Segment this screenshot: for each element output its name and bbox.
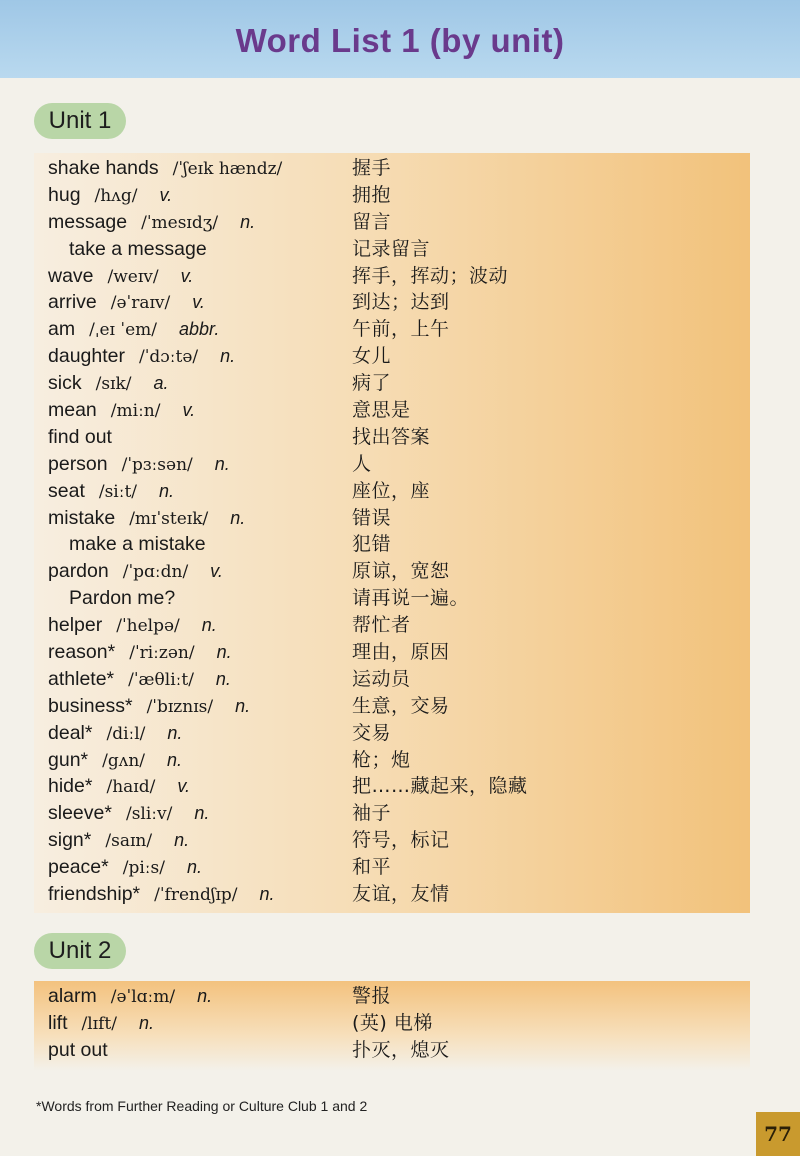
word-meaning: 意思是 — [352, 399, 411, 422]
word-phonetic: /weɪv/ — [107, 266, 159, 287]
word-part-of-speech: a. — [153, 373, 169, 394]
word-entry — [48, 693, 738, 720]
word-entry — [48, 585, 738, 612]
word-meaning: 女儿 — [352, 345, 392, 368]
word-meaning: 座位，座 — [352, 479, 431, 502]
word-entry — [48, 612, 738, 639]
word-meaning: 扑灭，熄灭 — [352, 1038, 450, 1061]
word-phonetic: /ˈpɑːdn/ — [122, 562, 189, 583]
word-entry — [48, 531, 738, 558]
word-part-of-speech: n. — [197, 986, 213, 1006]
word-term: peace* — [48, 856, 109, 879]
word-term: gun* — [48, 748, 89, 771]
word-entry — [48, 666, 738, 693]
word-phonetic: /ˈʃeɪk hændz/ — [172, 159, 283, 179]
word-line — [48, 983, 212, 1011]
word-line — [48, 881, 275, 909]
word-part-of-speech: n. — [159, 480, 175, 501]
word-entry — [48, 827, 738, 854]
word-entry — [48, 800, 738, 827]
word-meaning: 犯错 — [352, 533, 392, 556]
word-part-of-speech: v. — [180, 265, 194, 286]
word-meaning: 和平 — [352, 856, 392, 879]
word-meaning: 留言 — [352, 210, 392, 233]
word-meaning: 午前，上午 — [352, 318, 450, 341]
word-term: arrive — [48, 291, 97, 314]
unit-1-label: Unit 1 — [34, 103, 126, 139]
word-meaning: 把……藏起来，隐藏 — [352, 775, 528, 798]
word-line — [48, 505, 245, 533]
word-phonetic: /siːt/ — [98, 481, 138, 502]
word-entry — [48, 424, 738, 451]
word-entry — [48, 773, 738, 800]
word-line — [48, 800, 209, 828]
word-meaning: 找出答案 — [352, 425, 431, 448]
word-line — [48, 424, 112, 451]
word-term: pardon — [48, 560, 109, 583]
word-term: Pardon me? — [69, 587, 176, 610]
word-phonetic: /ˈriːzən/ — [129, 643, 195, 664]
word-meaning: (英) 电梯 — [352, 1011, 433, 1034]
word-term: reason* — [48, 641, 116, 664]
word-line — [48, 773, 190, 801]
word-part-of-speech: abbr. — [178, 319, 220, 340]
word-term: lift — [48, 1011, 68, 1034]
word-phonetic: /ˈdɔːtə/ — [138, 347, 199, 368]
word-line — [48, 1037, 108, 1064]
word-term: sleeve* — [48, 802, 112, 825]
word-line — [48, 316, 219, 344]
unit-1-word-list — [48, 155, 738, 908]
word-line — [48, 693, 250, 721]
word-term: daughter — [48, 345, 125, 368]
word-part-of-speech: n. — [215, 668, 231, 689]
word-entry — [48, 983, 738, 1010]
word-phonetic: /ˈhelpə/ — [116, 616, 180, 637]
word-line — [48, 747, 182, 775]
word-term: hug — [48, 183, 81, 206]
word-term: make a mistake — [69, 533, 206, 556]
word-line — [48, 343, 235, 371]
word-entry — [48, 1010, 738, 1037]
word-part-of-speech: n. — [214, 453, 230, 474]
word-meaning: 符号，标记 — [352, 829, 450, 852]
word-term: athlete* — [48, 667, 115, 690]
word-part-of-speech: v. — [192, 292, 205, 313]
word-phonetic: /ˈpɜːsən/ — [121, 454, 193, 475]
word-phonetic: /ˌeɪ ˈem/ — [89, 320, 157, 341]
word-entry — [48, 478, 738, 505]
word-meaning: 拥抱 — [352, 183, 392, 206]
word-part-of-speech: n. — [259, 884, 275, 905]
word-line — [48, 397, 195, 425]
word-line — [48, 370, 169, 398]
word-meaning: 袖子 — [352, 802, 392, 825]
word-term: helper — [48, 614, 103, 637]
word-phonetic: /ˈbɪznɪs/ — [146, 696, 214, 717]
word-part-of-speech: n. — [230, 507, 246, 528]
word-part-of-speech: v. — [177, 776, 190, 797]
word-entry — [48, 182, 738, 209]
page-title: Word List 1 (by unit) — [235, 22, 565, 59]
word-line — [48, 558, 223, 586]
word-phonetic: /diːl/ — [106, 723, 146, 744]
word-line — [48, 263, 193, 291]
word-entry — [48, 720, 738, 747]
word-phonetic: /lɪft/ — [81, 1013, 117, 1034]
word-meaning: 握手 — [352, 157, 392, 179]
word-line — [48, 612, 217, 640]
word-line — [48, 478, 174, 506]
word-phonetic: /ˈæθliːt/ — [128, 669, 194, 690]
word-term: seat — [48, 479, 85, 502]
word-entry — [48, 1037, 738, 1064]
word-phonetic: /hʌg/ — [94, 185, 138, 206]
word-line — [48, 289, 205, 317]
word-part-of-speech: n. — [186, 857, 202, 878]
word-phonetic: /sɪk/ — [95, 374, 132, 395]
word-term: mean — [48, 399, 97, 422]
word-phonetic: /haɪd/ — [106, 777, 156, 798]
word-term: mistake — [48, 506, 116, 529]
word-entry — [48, 343, 738, 370]
word-part-of-speech: n. — [138, 1012, 154, 1033]
word-part-of-speech: n. — [240, 211, 256, 232]
word-meaning: 人 — [352, 452, 372, 475]
word-line — [69, 236, 207, 263]
word-entry — [48, 854, 738, 881]
word-part-of-speech: v. — [182, 400, 196, 421]
word-part-of-speech: n. — [216, 642, 232, 663]
word-term: shake hands — [48, 157, 159, 179]
word-phonetic: /sliːv/ — [125, 804, 173, 825]
word-line — [48, 854, 202, 882]
word-meaning: 请再说一遍。 — [352, 587, 470, 610]
word-meaning: 枪；炮 — [352, 748, 411, 771]
word-entry — [48, 505, 738, 532]
word-meaning: 病了 — [352, 372, 392, 395]
word-meaning: 理由，原因 — [352, 641, 450, 664]
unit-2-word-list — [48, 983, 738, 1064]
word-term: deal* — [48, 721, 93, 744]
word-phonetic: /əˈraɪv/ — [110, 293, 171, 314]
word-entry — [48, 747, 738, 774]
word-line — [48, 827, 189, 855]
word-meaning: 到达；达到 — [352, 291, 450, 314]
word-line — [69, 531, 206, 558]
word-term: sick — [48, 372, 82, 395]
word-term: wave — [48, 264, 94, 287]
word-meaning: 记录留言 — [352, 237, 431, 260]
footnote: *Words from Further Reading or Culture Club 1 and 2 — [36, 1098, 368, 1114]
unit-2-label: Unit 2 — [34, 933, 126, 969]
word-meaning: 生意，交易 — [352, 694, 450, 717]
word-entry — [48, 451, 738, 478]
page-number: 77 — [756, 1112, 800, 1156]
word-entry — [48, 639, 738, 666]
word-line — [69, 585, 175, 612]
word-entry — [48, 397, 738, 424]
word-term: find out — [48, 425, 112, 448]
word-term: friendship* — [48, 883, 141, 906]
word-phonetic: /ˈmesɪdʒ/ — [141, 212, 219, 233]
word-meaning: 原谅，宽恕 — [352, 560, 450, 583]
unit-2-word-panel — [34, 981, 750, 1071]
word-phonetic: /mɪˈsteɪk/ — [129, 508, 209, 529]
word-line — [48, 451, 230, 479]
word-entry — [48, 370, 738, 397]
word-meaning: 友谊，友情 — [352, 883, 450, 906]
word-term: alarm — [48, 985, 97, 1007]
word-part-of-speech: n. — [174, 830, 190, 851]
word-line — [48, 720, 182, 748]
word-entry — [48, 316, 738, 343]
word-line — [48, 639, 232, 667]
word-entry — [48, 155, 738, 182]
word-line — [48, 209, 255, 237]
word-phonetic: /ˈfrendʃɪp/ — [154, 885, 238, 906]
word-term: message — [48, 210, 128, 233]
word-meaning: 运动员 — [352, 667, 411, 690]
word-phonetic: /gʌn/ — [102, 750, 146, 771]
word-phonetic: /piːs/ — [122, 858, 165, 879]
word-meaning: 错误 — [352, 506, 392, 529]
word-term: business* — [48, 694, 133, 717]
word-part-of-speech: n. — [167, 749, 183, 770]
word-entry — [48, 236, 738, 263]
word-part-of-speech: n. — [167, 722, 183, 743]
unit-1-word-panel — [34, 153, 750, 913]
word-meaning: 交易 — [352, 721, 392, 744]
word-term: sign* — [48, 829, 92, 852]
word-term: take a message — [69, 237, 207, 260]
word-part-of-speech: n. — [201, 615, 217, 636]
word-entry — [48, 263, 738, 290]
word-phonetic: /miːn/ — [110, 401, 161, 422]
word-part-of-speech: v. — [210, 561, 223, 582]
word-part-of-speech: n. — [220, 346, 236, 367]
word-meaning: 挥手，挥动；波动 — [352, 264, 509, 287]
word-part-of-speech: n. — [235, 695, 251, 716]
word-meaning: 警报 — [352, 985, 392, 1007]
word-line — [48, 666, 231, 694]
word-line — [48, 182, 172, 210]
word-entry — [48, 558, 738, 585]
word-term: put out — [48, 1038, 108, 1061]
word-meaning: 帮忙者 — [352, 614, 411, 637]
word-entry — [48, 881, 738, 908]
word-line — [48, 1010, 154, 1038]
word-phonetic: /saɪn/ — [105, 831, 153, 852]
word-term: hide* — [48, 775, 93, 798]
word-phonetic: /əˈlɑːm/ — [110, 987, 176, 1007]
word-line — [48, 155, 282, 183]
word-entry — [48, 209, 738, 236]
word-part-of-speech: n. — [194, 803, 210, 824]
word-term: am — [48, 318, 76, 341]
word-entry — [48, 289, 738, 316]
word-term: person — [48, 452, 108, 475]
word-part-of-speech: v. — [159, 184, 173, 205]
